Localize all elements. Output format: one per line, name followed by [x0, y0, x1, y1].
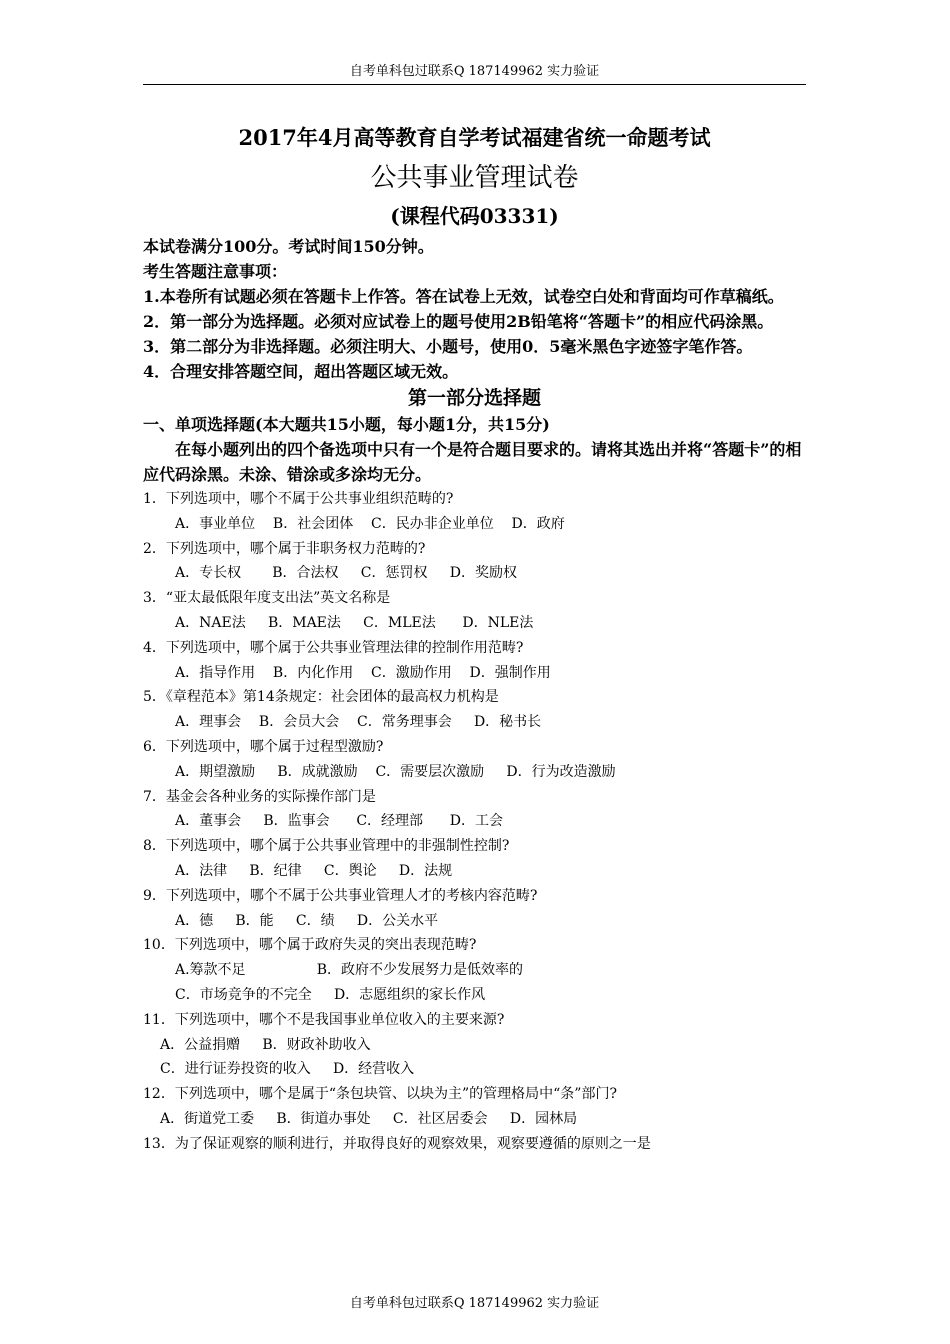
question-1: 1．下列选项中，哪个不属于公共事业组织范畴的?	[143, 491, 454, 507]
note-1: 1.本卷所有试题必须在答题卡上作答。答在试卷上无效，试卷空白处和背面均可作草稿纸。	[143, 287, 784, 306]
question-10: 10．下列选项中，哪个属于政府失灵的突出表现范畴?	[143, 937, 477, 954]
question-5: 5．《章程范本》第14条规定：社会团体的最高权力机构是	[143, 689, 499, 706]
note-2: 2．第一部分为选择题。必须对应试卷上的题号使用2B铅笔将“答题卡”的相应代码涂黑。	[143, 312, 774, 331]
options-7: A．董事会 B．监事会 C．经理部 D．工会	[175, 813, 503, 830]
question-11: 11．下列选项中，哪个不是我国事业单位收入的主要来源?	[143, 1011, 505, 1028]
course-code: (课程代码03331)	[390, 204, 559, 228]
question-2: 2．下列选项中，哪个属于非职务权力范畴的?	[143, 540, 426, 557]
options-6: A．期望激励 B．成就激励 C．需要层次激励 D．行为改造激励	[175, 763, 616, 780]
question-3: 3．“亚太最低限年度支出法”英文名称是	[143, 590, 391, 607]
header-divider	[143, 84, 806, 85]
options-11-row-1: A．公益捐赠 B．财政补助收入	[160, 1036, 371, 1053]
options-12: A．街道党工委 B．街道办事处 C．社区居委会 D．园林局	[160, 1110, 578, 1127]
options-10-row-1: A.筹款不足 B．政府不少发展努力是低效率的	[175, 962, 524, 979]
page-header: 自考单科包过联系Q 187149962 实力验证	[349, 64, 600, 79]
notes-heading: 考生答题注意事项：	[143, 262, 288, 281]
question-4: 4．下列选项中，哪个属于公共事业管理法律的控制作用范畴?	[143, 639, 524, 656]
question-6: 6．下列选项中，哪个属于过程型激励?	[143, 738, 384, 755]
note-4: 4．合理安排答题空间，超出答题区域无效。	[143, 362, 459, 381]
question-9: 9．下列选项中，哪个不属于公共事业管理人才的考核内容范畴?	[143, 887, 538, 904]
options-5: A．理事会 B．会员大会 C．常务理事会 D．秘书长	[175, 714, 542, 731]
options-2: A．专长权 B．合法权 C．惩罚权 D．奖励权	[175, 565, 517, 582]
options-11-row-2: C．进行证券投资的收入 D．经营收入	[160, 1061, 415, 1078]
options-8: A．法律 B．纪律 C．舆论 D．法规	[175, 862, 453, 879]
section-heading: 一、单项选择题(本大题共15小题，每小题1分，共15分)	[143, 415, 550, 434]
question-7: 7．基金会各种业务的实际操作部门是	[143, 788, 376, 805]
score-info: 本试卷满分100分。考试时间150分钟。	[143, 237, 434, 256]
options-10-row-2: C．市场竞争的不完全 D．志愿组织的家长作风	[175, 986, 486, 1003]
part1-title: 第一部分选择题	[407, 387, 541, 409]
question-13: 13．为了保证观察的顺利进行，并取得良好的观察效果，观察要遵循的原则之一是	[143, 1135, 651, 1152]
options-4: A．指导作用 B．内化作用 C．激励作用 D．强制作用	[175, 664, 551, 681]
section-instruction: 在每小题列出的四个备选项中只有一个是符合题目要求的。请将其选出并将“答题卡”的相应代码涂黑。未涂、错涂或多涂均无分。	[143, 440, 802, 484]
question-8: 8．下列选项中，哪个属于公共事业管理中的非强制性控制?	[143, 838, 510, 855]
options-9: A．德 B．能 C．绩 D．公关水平	[175, 912, 439, 929]
options-3: A．NAE法 B．MAE法 C．MLE法 D．NLE法	[175, 614, 534, 631]
options-1: A．事业单位 B．社会团体 C．民办非企业单位 D．政府	[175, 515, 565, 532]
note-3: 3．第二部分为非选择题。必须注明大、小题号，使用0．5毫米黑色字迹签字笔作答。	[143, 337, 753, 356]
page-footer: 自考单科包过联系Q 187149962 实力验证	[349, 1296, 600, 1311]
paper-title: 公共事业管理试卷	[370, 163, 579, 193]
question-12: 12．下列选项中，哪个是属于“条包块管、以块为主”的管理格局中“条”部门?	[143, 1086, 617, 1103]
exam-title: 2017年4月高等教育自学考试福建省统一命题考试	[238, 125, 711, 150]
document-body	[143, 118, 806, 1157]
